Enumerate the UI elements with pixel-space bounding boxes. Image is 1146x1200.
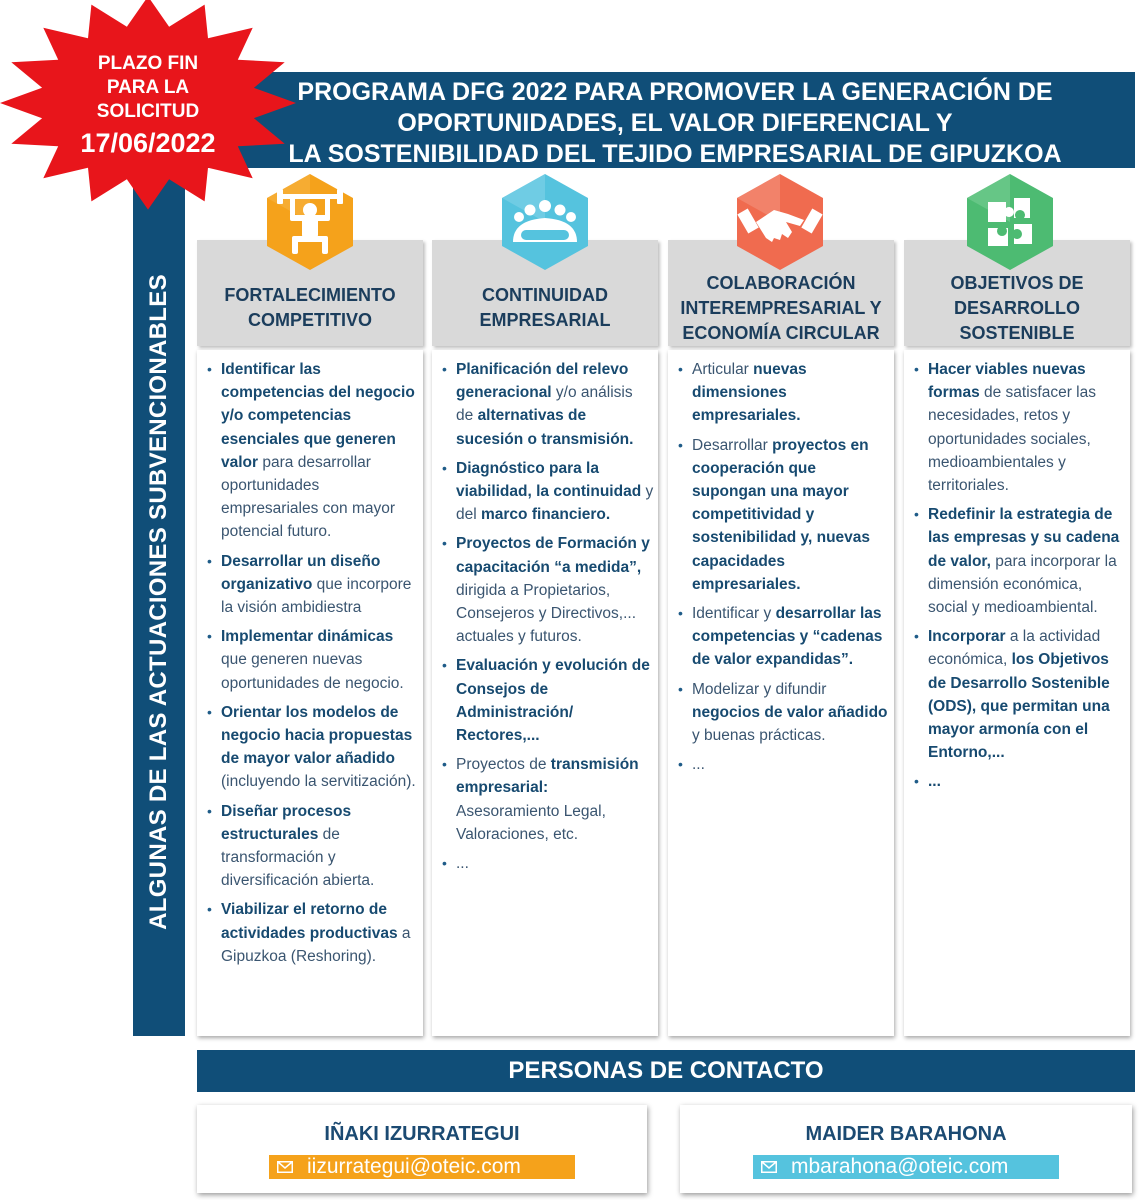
- action-item-text: y/o análisis de: [456, 384, 633, 425]
- column-body: [197, 350, 423, 1036]
- action-item-text: que incorpore la visión ambidiestra: [221, 575, 412, 617]
- action-item-text: Proyectos de: [456, 756, 551, 774]
- deadline-date: 17/06/2022: [80, 128, 216, 158]
- deadline-line-2: PARA LA: [106, 77, 190, 98]
- column-body: [432, 350, 658, 1036]
- column-title-line: EMPRESARIAL: [479, 310, 611, 330]
- action-item: [440, 753, 654, 846]
- program-title-line-1: PROGRAMA DFG 2022 PARA PROMOVER LA GENERACIÓN DE: [297, 78, 1053, 106]
- column-title-line: SOSTENIBLE: [959, 322, 1075, 343]
- contact-email[interactable]: iizurrategui@oteic.com: [307, 1155, 521, 1178]
- action-list: [205, 358, 419, 968]
- column-title-line: CONTINUIDAD: [481, 285, 608, 305]
- column-title-line: OBJETIVOS DE: [950, 272, 1084, 293]
- action-item-bold-text: marco financiero.: [481, 506, 611, 524]
- column-title-line: FORTALECIMIENTO: [224, 285, 396, 305]
- action-item: [440, 358, 654, 451]
- side-bar: [133, 168, 185, 1036]
- contact-card: [680, 1105, 1132, 1193]
- action-item-text: y buenas prácticas.: [692, 727, 826, 745]
- action-list: [440, 358, 654, 875]
- action-item-bold-text: ...: [928, 773, 941, 791]
- deadline-line-3: SOLICITUD: [96, 101, 200, 122]
- action-item: [440, 457, 654, 527]
- action-item-bold-text: Redefinir la estrategia de las empresas y su cadena de valor,: [928, 506, 1120, 570]
- action-item-text: y del: [456, 483, 654, 524]
- action-item: [205, 358, 419, 544]
- action-item: [205, 550, 419, 620]
- action-item-text: de satisfacer las necesidades, retos y oportunidades sociales, medioambientales y territoriales.: [928, 384, 1096, 495]
- weightlifter-icon: [260, 172, 360, 272]
- action-item-bold-text: Planificación del relevo generacional: [456, 361, 629, 402]
- action-item-bold-text: Hacer viables nuevas formas: [928, 361, 1086, 402]
- action-item-bold-text: desarrollar las competencias y “cadenas de valor expandidas”.: [692, 605, 883, 669]
- deadline-starburst: [0, 0, 300, 210]
- column-title-line: COLABORACIÓN: [706, 272, 856, 293]
- side-label: ALGUNAS DE LAS ACTUACIONES SUBVENCIONABLES: [145, 274, 172, 930]
- column-title-line: DESARROLLO: [954, 297, 1080, 318]
- action-item-text: para desarrollar oportunidades empresariales con mayor potencial futuro.: [221, 453, 396, 541]
- action-item: [912, 358, 1126, 497]
- column-title-line: INTEREMPRESARIAL Y: [680, 297, 882, 318]
- column-body: [904, 350, 1130, 1036]
- action-item: [676, 753, 890, 776]
- column-title-line: COMPETITIVO: [247, 310, 372, 330]
- action-item-bold-text: negocios de valor añadido: [692, 703, 888, 721]
- action-item-bold-text: nuevas dimensiones empresariales.: [692, 361, 807, 425]
- column-fortalecimiento: [197, 240, 423, 1036]
- contact-email-link[interactable]: [753, 1155, 1059, 1179]
- contact-card: [197, 1105, 647, 1193]
- action-item-text: a la actividad económica,: [928, 628, 1101, 669]
- meeting-group-icon: [495, 172, 595, 272]
- contact-banner: PERSONAS DE CONTACTO: [197, 1050, 1135, 1092]
- deadline-text: [0, 52, 296, 160]
- action-item: [440, 852, 654, 875]
- action-item-bold-text: Diagnóstico para la viabilidad, la continuidad: [456, 459, 642, 501]
- action-item: [676, 602, 890, 672]
- action-item: [912, 503, 1126, 619]
- action-item: [205, 701, 419, 794]
- action-item-text: Identificar y: [692, 605, 776, 623]
- column-continuidad: [432, 240, 658, 1036]
- action-item: [440, 532, 654, 648]
- action-item-text: Articular: [692, 361, 754, 378]
- contact-email-link[interactable]: [269, 1155, 575, 1179]
- program-title-line-3: LA SOSTENIBILIDAD DEL TEJIDO EMPRESARIAL DE GIPUZKOA: [288, 140, 1062, 168]
- mail-icon: [761, 1161, 777, 1173]
- action-item-text: para incorporar la dimensión económica, social y medioambiental.: [928, 552, 1117, 617]
- action-item: [205, 625, 419, 695]
- action-item-bold-text: Orientar los modelos de negocio hacia propuestas de mayor valor añadido: [221, 703, 413, 768]
- puzzle-icon: [960, 172, 1060, 272]
- action-item-bold-text: los Objetivos de Desarrollo Sostenible (ODS), que permitan una mayor armonía con el Entorno,...: [928, 651, 1110, 762]
- action-list: [912, 358, 1126, 794]
- action-item-text: dirigida a Propietarios, Consejeros y Directivos,... actuales y futuros.: [456, 581, 637, 646]
- action-item: [676, 678, 890, 748]
- action-item: [676, 434, 890, 596]
- action-item-text: Desarrollar: [692, 436, 773, 454]
- action-item-bold-text: alternativas de sucesión o transmisión.: [456, 407, 634, 448]
- action-item-text: de transformación y diversificación abierta.: [221, 825, 375, 890]
- action-item-text: ...: [692, 756, 705, 774]
- action-item: [912, 625, 1126, 764]
- action-item: [440, 654, 654, 747]
- action-item-bold-text: Desarrollar un diseño organizativo: [221, 552, 381, 593]
- column-colaboracion: [668, 240, 894, 1036]
- action-item: [676, 358, 890, 428]
- deadline-line-1: PLAZO FIN: [97, 53, 199, 74]
- action-item-bold-text: transmisión empresarial:: [456, 756, 639, 797]
- action-item: [205, 898, 419, 968]
- action-item: [912, 770, 1126, 793]
- action-item-bold-text: Incorporar: [928, 628, 1006, 646]
- action-item-text: a Gipuzkoa (Reshoring).: [221, 924, 411, 965]
- mail-icon: [277, 1161, 293, 1173]
- action-item-text: Modelizar y difundir: [692, 680, 827, 698]
- action-item-text: Asesoramiento Legal, Valoraciones, etc.: [456, 802, 606, 843]
- handshake-icon: [730, 172, 830, 272]
- action-item-text: (incluyendo la servitización).: [221, 773, 416, 791]
- column-body: [668, 350, 894, 1036]
- contact-name: MAIDER BARAHONA: [805, 1123, 1007, 1145]
- action-item-text: ...: [456, 855, 469, 873]
- action-item-bold-text: Identificar las competencias del negocio y/o competencias esenciales que generen valor: [221, 361, 415, 471]
- action-item-bold-text: Implementar dinámicas: [221, 628, 394, 646]
- column-ods: [904, 240, 1130, 1036]
- action-item-bold-text: proyectos en cooperación que supongan una mayor competitividad y sostenibilidad y, nuevas capacidades empresariales.: [692, 436, 871, 593]
- program-title-banner: [175, 72, 1135, 168]
- action-list: [676, 358, 890, 776]
- program-title-line-2: OPORTUNIDADES, EL VALOR DIFERENCIAL Y: [397, 109, 953, 137]
- action-item-bold-text: Proyectos de Formación y capacitación “a medida”,: [456, 535, 650, 576]
- action-item-bold-text: Diseñar procesos estructurales: [221, 802, 352, 843]
- column-title-line: ECONOMÍA CIRCULAR: [682, 322, 880, 343]
- contact-email[interactable]: mbarahona@oteic.com: [791, 1155, 1009, 1178]
- action-item-bold-text: Evaluación y evolución de Consejos de Administración/ Rectores,...: [456, 657, 650, 745]
- action-item-text: que generen nuevas oportunidades de negocio.: [221, 651, 404, 692]
- action-item-bold-text: Viabilizar el retorno de actividades productivas: [221, 901, 398, 942]
- action-item: [205, 800, 419, 893]
- contact-name: IÑAKI IZURRATEGUI: [324, 1123, 520, 1145]
